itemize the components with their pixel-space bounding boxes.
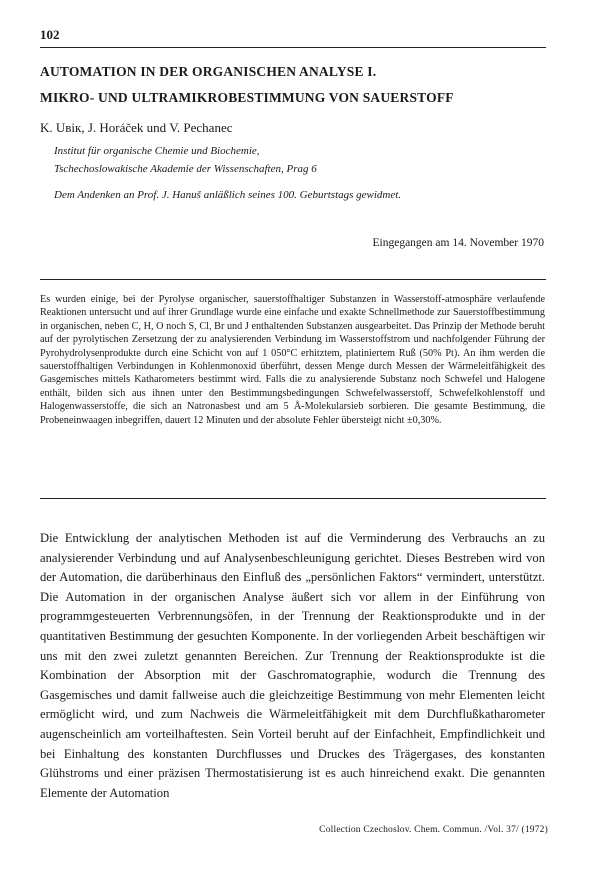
abstract-top-rule [40, 279, 546, 280]
title-line-1: AUTOMATION IN DER ORGANISCHEN ANALYSE I. [40, 64, 377, 79]
authors: K. Uвік, J. Horáček und V. Pechanec [40, 120, 233, 135]
header-rule [40, 47, 546, 48]
body-paragraph: Die Entwicklung der analytischen Methoden ist auf die Verminderung des Verbrauchs an zu analysierender Verbindung und auf Analysenbeschleunigung gerichtet. Dieses Bestreben wird von der Automation, die darüberhinaus den Einfluß des „persönlichen Faktors“ vermindert, unterstützt. Die Automation in der organischen Analyse äußert sich vor allem in der Einführung von programmgesteuerten Verbrennungsöfen, in der Trennung der Reaktionsprodukte und in der quantitativen Bestimmung der gesuchten Komponente. In der vorliegenden Arbeit beschäftigen wir uns mit den zwei zuletzt genannten Bereichen. Zur Trennung der Reaktionsprodukte ist die Kombination der Absorption mit der Gaschromatographie, wodurch die Trennung des Gasgemisches und damit fallweise auch die gleichzeitige Bestimmung von mehr Elementen leicht ermöglicht wird, und zum Nachweis die Wärmeleitfähigkeit mit dem Durchflußkatharometer augenscheinlich am vorteilhaftesten. Sein Vorteil beruht auf der Einfachheit, Empfindlichkeit und bei Einhaltung des konstanten Durchflusses und Druckes des Trägergases, des konstanten Glühstroms und einer präzisen Thermostatisierung ist es auch hinreichend exakt. Die genannten Elemente der Automation [40, 531, 545, 800]
received-date: Eingegangen am 14. November 1970 [372, 237, 544, 249]
dedication: Dem Andenken an Prof. J. Hanuš anläßlich seines 100. Geburtstags gewidmet. [54, 189, 402, 201]
affiliation-line-1: Institut für organische Chemie und Biochemie, [54, 145, 260, 157]
abstract: Es wurden einige, bei der Pyrolyse organischer, sauerstoffhaltiger Substanzen in Wasserstoff-atmosphäre verlaufende Reaktionen untersucht und auf ihrer Grundlage wurde eine einfache und exakte Schnellmethode zur Sauerstoffbestimmung in organischen, neben C, H, O noch S, Cl, Br und J enthaltenden Substanzen ausgearbeitet. Das Prinzip der Methode beruht auf der pyrolytischen Zersetzung der zu analysierenden Verbindung im Wasserstoffstrom und nachfolgender Führung der Pyrohydrolysenprodukte durch eine Schicht von auf 1 050°C erhitztem, platiniertem Ruß (50% Pt). An ihm werden die sauerstoffhaltigen Verbindungen in Kohlenmonoxid überführt, dessen Menge durch Messen der Wärmeleitfähigkeit des Gasgemisches mittels Katharometers bestimmt wird. Falls die zu analysierende Substanz noch Schwefel und Halogene enthält, bilden sich aus ihnen unter den Bestimmungsbedingungen Schwefelwasserstoff, Schwefelkohlenstoff und Halogenwasserstoffe, die sich an Natronasbest und am 5 Å-Molekularsieb sorbieren. Die gesamte Bestimmung, die Probeneinwaagen inbegriffen, dauert 12 Minuten und der absolute Fehler übersteigt nicht ±0,30%. [40, 294, 545, 426]
abstract-bottom-rule [40, 498, 546, 499]
footer-citation: Collection Czechoslov. Chem. Commun. /Vol. 37/ (1972) [319, 825, 548, 835]
title-line-2: MIKRO- UND ULTRAMIKROBESTIMMUNG VON SAUERSTOFF [40, 90, 454, 105]
affiliation-line-2: Tschechoslowakische Akademie der Wissenschaften, Prag 6 [54, 163, 317, 175]
page-number: 102 [40, 27, 60, 42]
